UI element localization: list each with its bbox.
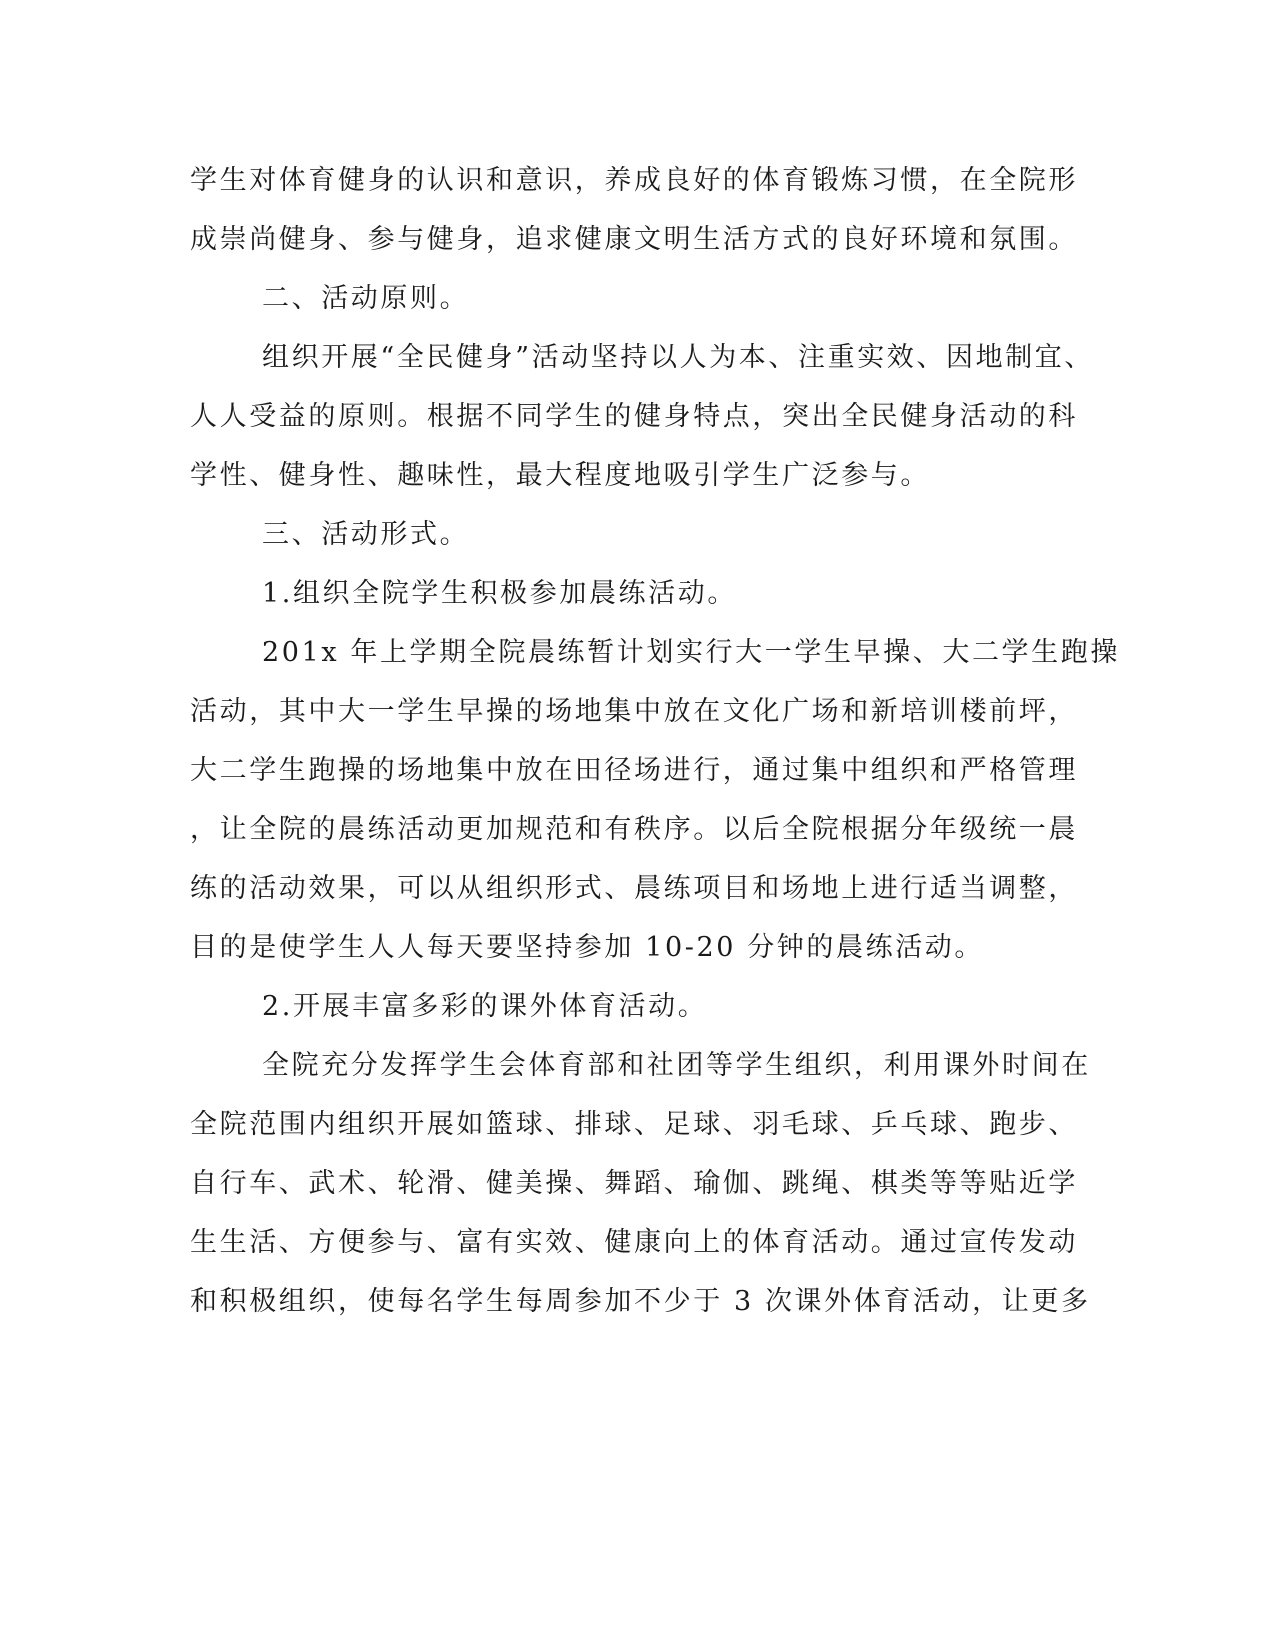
text-line: 大二学生跑操的场地集中放在田径场进行，通过集中组织和严格管理 — [190, 755, 1078, 786]
text-line: 目的是使学生人人每天要坚持参加 10-20 分钟的晨练活动。 — [190, 932, 984, 963]
text-line: 活动，其中大一学生早操的场地集中放在文化广场和新培训楼前坪， — [190, 696, 1078, 727]
text-line: 人人受益的原则。根据不同学生的健身特点，突出全民健身活动的科 — [190, 401, 1078, 432]
text-line: 成崇尚健身、参与健身，追求健康文明生活方式的良好环境和氛围。 — [190, 224, 1078, 255]
text-line: 学生对体育健身的认识和意识，养成良好的体育锻炼习惯，在全院形 — [190, 165, 1078, 196]
subsection-heading: 1.组织全院学生积极参加晨练活动。 — [262, 578, 737, 609]
text-line: 学性、健身性、趣味性，最大程度地吸引学生广泛参与。 — [190, 460, 930, 491]
text-line: 和积极组织，使每名学生每周参加不少于 3 次课外体育活动，让更多 — [190, 1286, 1091, 1317]
text-line: 练的活动效果，可以从组织形式、晨练项目和场地上进行适当调整， — [190, 873, 1078, 904]
text-line: 生生活、方便参与、富有实效、健康向上的体育活动。通过宣传发动 — [190, 1227, 1078, 1258]
text-line: 全院充分发挥学生会体育部和社团等学生组织，利用课外时间在 — [262, 1050, 1091, 1081]
section-heading: 二、活动原则。 — [262, 283, 470, 314]
section-heading: 三、活动形式。 — [262, 519, 470, 550]
subsection-heading: 2.开展丰富多彩的课外体育活动。 — [262, 991, 708, 1022]
text-line: 全院范围内组织开展如篮球、排球、足球、羽毛球、乒乓球、跑步、 — [190, 1109, 1078, 1140]
text-line: ，让全院的晨练活动更加规范和有秩序。以后全院根据分年级统一晨 — [190, 814, 1078, 845]
text-line: 组织开展“全民健身”活动坚持以人为本、注重实效、因地制宜、 — [262, 342, 1095, 373]
text-line: 201x 年上学期全院晨练暂计划实行大一学生早操、大二学生跑操 — [262, 637, 1120, 668]
text-line: 自行车、武术、轮滑、健美操、舞蹈、瑜伽、跳绳、棋类等等贴近学 — [190, 1168, 1078, 1199]
